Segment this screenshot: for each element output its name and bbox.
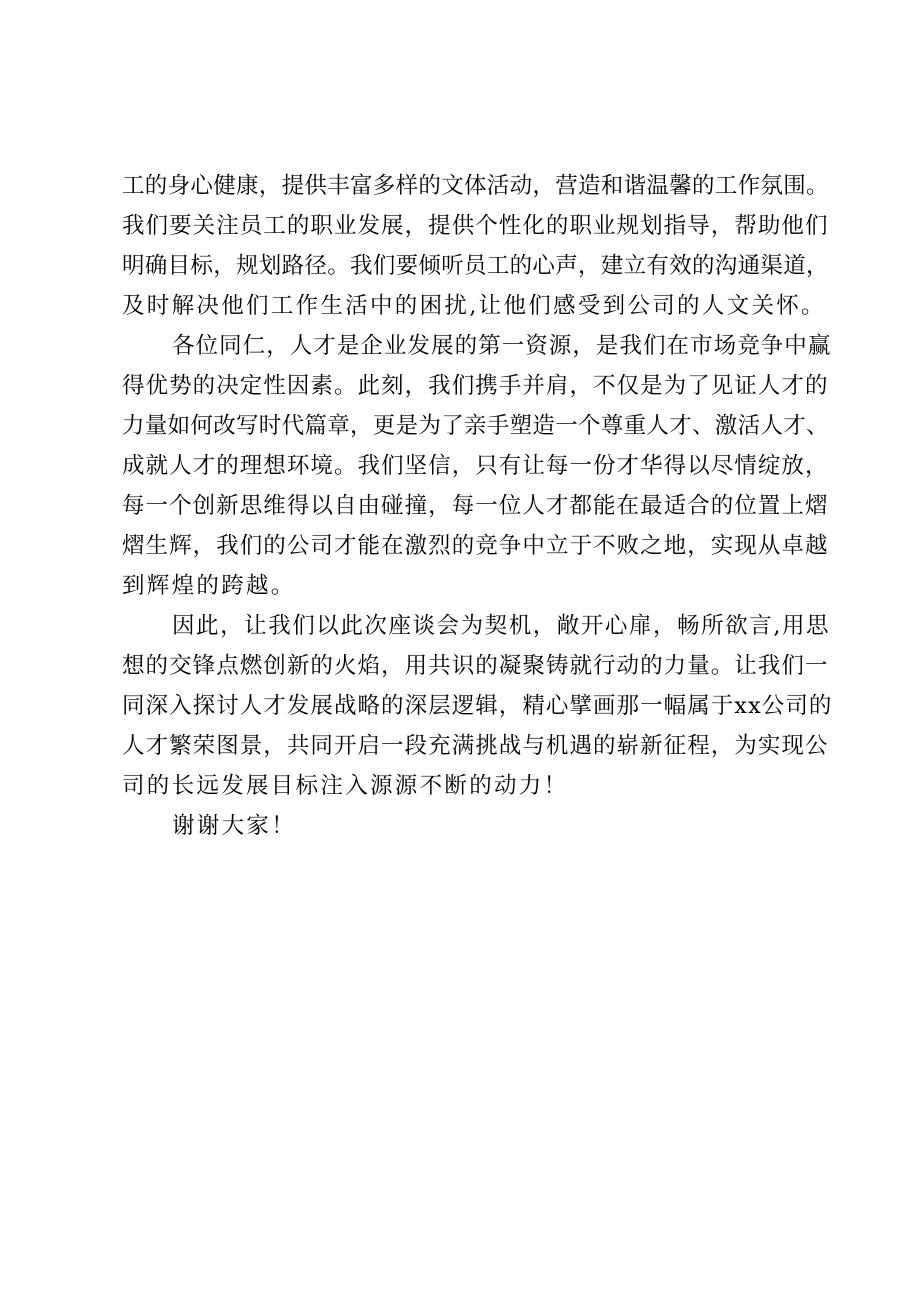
text-line: 明确目标，规划路径。我们要倾听员工的心声，建立有效的沟通渠道， — [122, 253, 829, 279]
text-line: 每一个创新思维得以自由碰撞，每一位人才都能在最适合的位置上熠 — [122, 493, 829, 519]
text-line: 力量如何改写时代篇章，更是为了亲手塑造一个尊重人才、激活人才、 — [122, 413, 829, 439]
text-line: 到辉煌的跨越。 — [122, 573, 296, 599]
text-line: 熠生辉，我们的公司才能在激烈的竞争中立于不败之地，实现从卓越 — [122, 533, 829, 559]
text-line: 及时解决他们工作生活中的困扰,让他们感受到公司的人文关怀。 — [122, 293, 826, 319]
text-line: 谢谢大家！ — [172, 813, 297, 839]
text-line: 工的身心健康，提供丰富多样的文体活动，营造和谐温馨的工作氛围。 — [122, 173, 829, 199]
text-line: 人才繁荣图景，共同开启一段充满挑战与机遇的崭新征程，为实现公 — [122, 733, 829, 759]
text-line: 各位同仁，人才是企业发展的第一资源，是我们在市场竞争中赢 — [172, 333, 832, 359]
text-line: 司的长远发展目标注入源源不断的动力！ — [122, 773, 569, 799]
text-line: 同深入探讨人才发展战略的深层逻辑，精心擘画那一幅属于xx公司的 — [122, 693, 833, 719]
text-line: 得优势的决定性因素。此刻，我们携手并肩，不仅是为了见证人才的 — [122, 373, 829, 399]
text-line: 成就人才的理想环境。我们坚信，只有让每一份才华得以尽情绽放， — [122, 453, 829, 479]
text-line: 想的交锋点燃创新的火焰，用共识的凝聚铸就行动的力量。让我们一 — [122, 653, 829, 679]
text-line: 我们要关注员工的职业发展，提供个性化的职业规划指导，帮助他们 — [122, 213, 829, 239]
text-line: 因此，让我们以此次座谈会为契机，敞开心扉，畅所欲言,用思 — [172, 613, 831, 639]
document-body — [122, 166, 834, 846]
